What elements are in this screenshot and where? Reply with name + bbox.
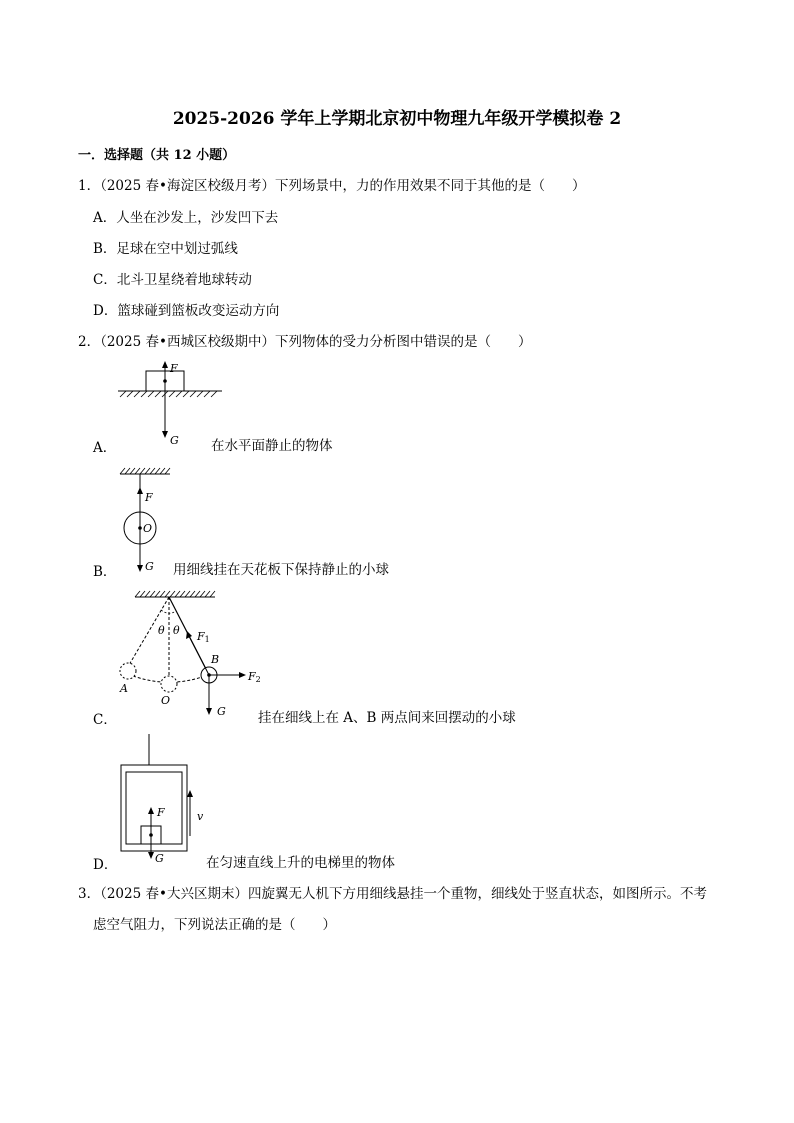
force-f-arrow [148, 807, 154, 814]
q2-label-a: A． [93, 440, 117, 456]
label-f1: F1 [197, 630, 210, 644]
q1-option-b: B．足球在空中划过弧线 [93, 241, 238, 257]
label-f: F [170, 362, 178, 375]
label-g: G [217, 705, 226, 718]
label-o: O [161, 694, 171, 707]
label-a: A [120, 682, 128, 695]
q1-option-a: A．人坐在沙发上，沙发凹下去 [93, 210, 279, 226]
gravity-g-arrow [206, 708, 212, 715]
q2-desc-b: 用细线挂在天花板下保持静止的小球 [173, 562, 389, 578]
ball-at-a [120, 663, 136, 679]
label-v: v [197, 810, 204, 823]
q2-label-d: D． [93, 857, 118, 873]
label-o: O [143, 522, 153, 535]
q3-stem-line-1: 3．（2025 春•大兴区期末）四旋翼无人机下方用细线悬挂一个重物，细线处于竖直状态，如图所示。不考 [78, 886, 707, 902]
figure-d-elevator [115, 732, 220, 867]
label-g: G [155, 852, 164, 865]
label-g: G [145, 560, 154, 573]
q1-option-c: C．北斗卫星绕着地球转动 [93, 272, 252, 288]
q2-label-b: B． [93, 564, 117, 580]
ceiling-hatching [135, 591, 215, 597]
ball-at-o [161, 676, 177, 692]
label-theta-1: θ [158, 624, 165, 637]
q2-label-c: C． [93, 712, 117, 728]
force-f2-arrow [239, 672, 246, 678]
force-f-arrow [137, 487, 143, 494]
gravity-g-arrow [137, 565, 143, 572]
q3-stem-line-2: 虑空气阻力，下列说法正确的是（ ） [93, 917, 336, 933]
label-f: F [145, 491, 153, 504]
ceiling-hatching [120, 468, 170, 474]
force-f-arrow [162, 361, 168, 368]
velocity-arrow [187, 790, 193, 797]
gravity-g-arrow [162, 431, 168, 438]
q1-stem: 1．（2025 春•海淀区校级月考）下列场景中，力的作用效果不同于其他的是（ ） [78, 178, 586, 194]
q1-option-d: D．篮球碰到篮板改变运动方向 [93, 303, 280, 319]
q2-desc-c: 挂在细线上在 A、B 两点间来回摆动的小球 [258, 710, 516, 726]
figure-c-pendulum [110, 585, 270, 725]
q2-desc-d: 在匀速直线上升的电梯里的物体 [206, 855, 395, 871]
section-heading: 一．选择题（共 12 小题） [78, 148, 236, 163]
label-f: F [157, 806, 165, 819]
label-b: B [211, 653, 220, 666]
force-f1-arrow [186, 631, 192, 639]
gravity-g-arrow [148, 852, 154, 859]
page-title: 2025-2026 学年上学期北京初中物理九年级开学模拟卷 2 [172, 109, 622, 129]
q2-desc-a: 在水平面静止的物体 [211, 438, 333, 454]
ground-hatching [120, 391, 217, 397]
label-theta-2: θ [173, 624, 180, 637]
label-g: G [170, 434, 179, 447]
label-f2: F2 [248, 670, 261, 684]
q2-stem: 2．（2025 春•西城区校级期中）下列物体的受力分析图中错误的是（ ） [78, 334, 532, 350]
